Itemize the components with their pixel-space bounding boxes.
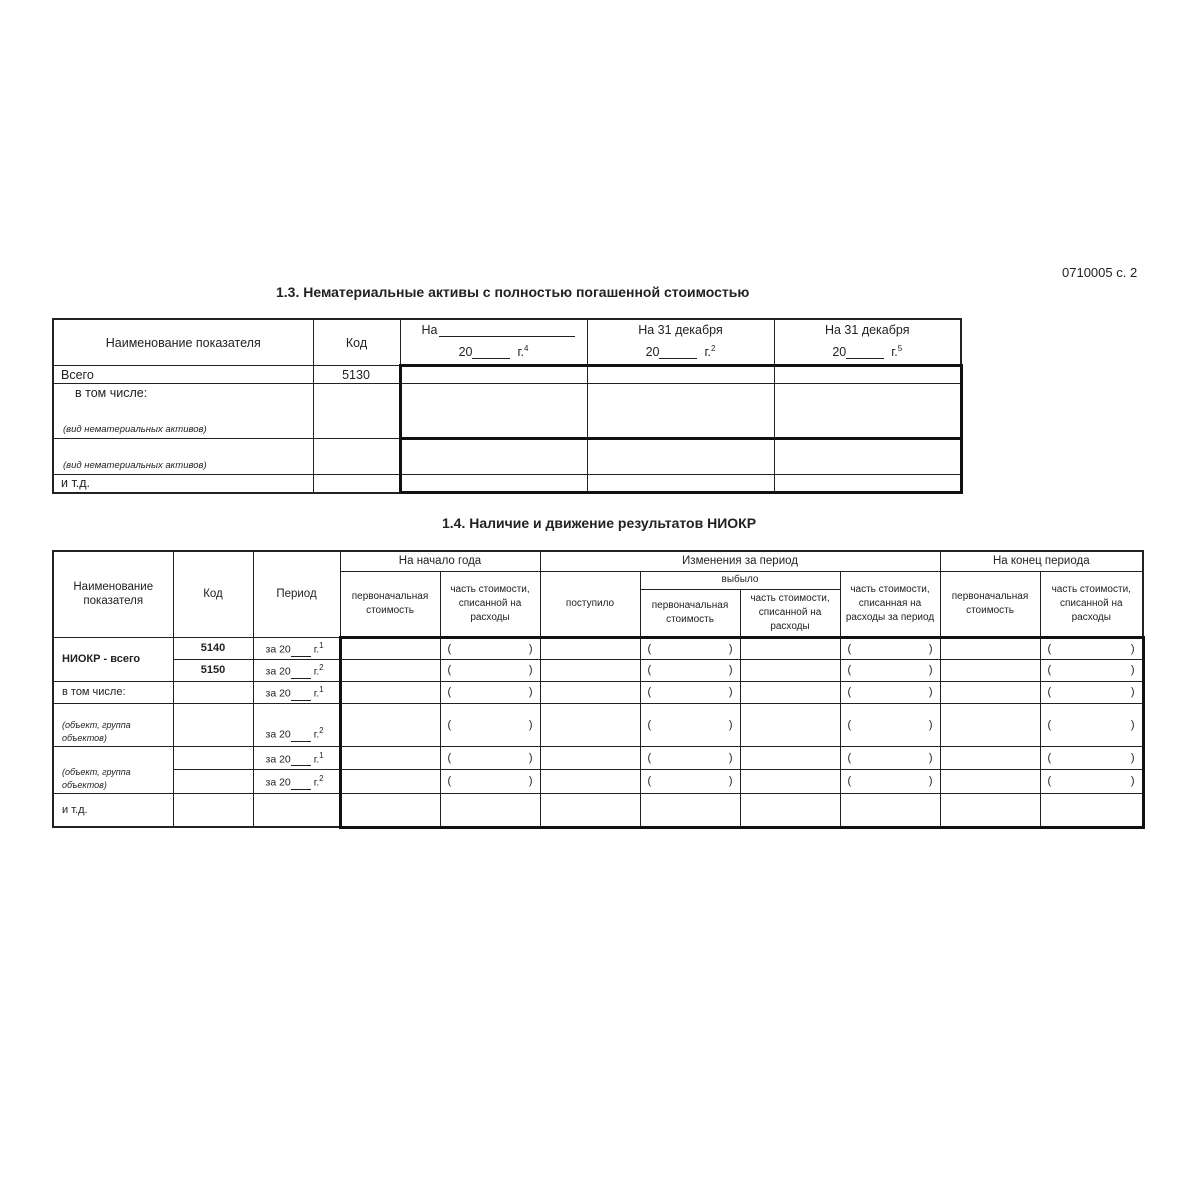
paren-close: ) [528,751,533,764]
header-col2 [587,319,774,366]
data-cell[interactable] [540,793,640,827]
code-cell[interactable] [313,475,400,493]
paren-open: ( [647,775,652,787]
row-total-label: НИОКР - всего [53,637,173,681]
paren-cell[interactable] [840,637,940,659]
header-period: Период [253,551,340,637]
data-cell[interactable] [740,681,840,703]
col2-suffix: г. [704,345,711,360]
kind-note: (вид нематериальных активов) [63,424,207,435]
year-blank[interactable] [291,668,311,679]
col2-year: 20 [645,345,660,360]
code-cell[interactable] [173,769,253,793]
paren-close: ) [928,775,933,787]
period-cell [253,659,340,681]
data-cell[interactable] [587,475,774,493]
table-14 [52,550,1145,829]
paren-cell[interactable] [1040,703,1143,746]
paren-cell[interactable] [1040,637,1143,659]
period-prefix: за 20 [265,643,291,656]
paren-open: ( [1047,686,1052,698]
data-cell[interactable] [587,384,774,439]
paren-cell[interactable] [440,769,540,793]
data-cell[interactable] [400,384,587,439]
data-cell[interactable] [840,793,940,827]
col1-year: 20 [458,345,473,360]
code-cell[interactable] [313,384,400,439]
header-retired-group: выбыло [640,571,840,589]
paren-cell[interactable] [840,681,940,703]
period-sup: 2 [319,774,324,784]
data-cell[interactable] [774,384,961,439]
paren-cell[interactable] [640,659,740,681]
row-incl-label: в том числе: [53,681,173,703]
period-suffix: г. [313,687,320,700]
paren-cell[interactable] [640,637,740,659]
period-prefix: за 20 [265,776,291,789]
paren-open: ( [1047,775,1052,787]
col3-suffix: г. [891,345,898,360]
paren-close: ) [928,686,933,698]
header-initial-cost: первоначальная стоимость [340,571,440,637]
paren-close: ) [528,718,533,731]
paren-close: ) [928,718,933,731]
data-cell[interactable] [740,637,840,659]
paren-open: ( [847,686,852,698]
code-cell[interactable] [173,793,253,827]
period-cell[interactable] [253,793,340,827]
paren-cell[interactable] [1040,769,1143,793]
period-sup: 1 [319,641,324,651]
paren-close: ) [1130,718,1135,731]
data-cell[interactable] [340,769,440,793]
code-cell[interactable] [173,746,253,769]
paren-cell[interactable] [840,746,940,769]
header-name: Наименование показателя [53,551,173,637]
paren-cell[interactable] [840,659,940,681]
data-cell[interactable] [940,703,1040,746]
paren-close: ) [1130,642,1135,655]
data-cell[interactable] [640,793,740,827]
data-cell[interactable] [587,439,774,475]
paren-cell[interactable] [440,681,540,703]
year-blank[interactable] [659,346,697,359]
paren-cell[interactable] [1040,659,1143,681]
paren-open: ( [647,664,652,676]
data-cell[interactable] [774,439,961,475]
header-received: поступило [540,571,640,637]
form-code: 0710005 с. 2 [1062,265,1138,280]
period-suffix: г. [313,753,320,766]
data-cell[interactable] [774,475,961,493]
paren-open: ( [447,686,452,698]
data-cell[interactable] [540,769,640,793]
data-cell[interactable] [540,637,640,659]
year-blank[interactable] [291,731,311,742]
period-cell [253,746,340,769]
data-cell[interactable] [540,681,640,703]
row-object-2 [53,746,173,793]
section-14-title: 1.4. Наличие и движение результатов НИОКР [442,515,757,531]
paren-open: ( [847,775,852,787]
data-cell[interactable] [340,746,440,769]
paren-open: ( [847,642,852,655]
data-cell[interactable] [740,793,840,827]
paren-cell[interactable] [840,769,940,793]
data-cell[interactable] [940,659,1040,681]
data-cell[interactable] [340,637,440,659]
row-etc-label: и т.д. [53,475,313,493]
header-name: Наименование показателя [53,319,313,366]
header-end-initial: первоначальная стоимость [940,571,1040,637]
data-cell[interactable] [740,746,840,769]
header-col3 [774,319,961,366]
data-cell[interactable] [587,366,774,384]
header-start-group: На начало года [340,551,540,571]
code-cell[interactable] [173,703,253,746]
row-object-1 [53,703,173,746]
data-cell[interactable] [1040,793,1143,827]
paren-close: ) [728,718,733,731]
paren-cell[interactable] [440,746,540,769]
header-retired-written-off: часть стоимости, списанной на расходы [740,589,840,637]
paren-cell[interactable] [840,703,940,746]
paren-open: ( [847,718,852,731]
period-sup: 2 [319,663,324,673]
row-kind-2 [53,439,313,475]
paren-close: ) [528,686,533,698]
row-code: 5150 [173,659,253,681]
object-note: (объект, группа объектов) [62,719,131,743]
period-cell [253,637,340,659]
paren-open: ( [1047,751,1052,764]
paren-open: ( [647,686,652,698]
paren-open: ( [447,751,452,764]
date-blank[interactable] [439,324,575,337]
year-blank[interactable] [472,346,510,359]
paren-close: ) [728,642,733,655]
row-total-code: 5130 [313,366,400,384]
col2-line: На 31 декабря [638,323,723,337]
col3-year: 20 [832,345,847,360]
paren-cell[interactable] [640,703,740,746]
paren-open: ( [447,664,452,676]
paren-cell[interactable] [440,637,540,659]
paren-cell[interactable] [440,703,540,746]
col3-line: На 31 декабря [824,323,910,337]
period-sup: 2 [319,726,324,735]
paren-cell[interactable] [640,746,740,769]
paren-cell[interactable] [640,681,740,703]
period-prefix: за 20 [265,728,291,741]
paren-cell[interactable] [440,659,540,681]
paren-close: ) [928,751,933,764]
period-suffix: г. [313,643,320,656]
header-period-written-off: часть стоимости, списанная на расходы за период [840,571,940,637]
data-cell[interactable] [340,703,440,746]
period-prefix: за 20 [265,753,291,766]
paren-open: ( [447,642,452,655]
paren-close: ) [528,642,533,655]
col1-sup: 4 [523,344,529,353]
data-cell[interactable] [940,793,1040,827]
paren-open: ( [647,642,652,655]
period-sup: 1 [319,750,324,760]
paren-close: ) [528,775,533,787]
paren-open: ( [647,751,652,764]
period-prefix: за 20 [265,687,291,700]
data-cell[interactable] [940,681,1040,703]
period-suffix: г. [313,665,320,678]
paren-close: ) [1130,751,1135,764]
col2-sup: 2 [710,344,716,353]
data-cell[interactable] [400,475,587,493]
period-prefix: за 20 [265,665,291,678]
data-cell[interactable] [340,793,440,827]
paren-open: ( [647,718,652,731]
paren-cell[interactable] [1040,681,1143,703]
paren-close: ) [1130,775,1135,787]
row-incl [53,384,313,439]
paren-open: ( [847,751,852,764]
col1-suffix: г. [517,345,524,360]
paren-close: ) [728,751,733,764]
col3-sup: 5 [897,344,903,353]
paren-cell[interactable] [640,769,740,793]
data-cell[interactable] [400,439,587,475]
data-cell[interactable] [740,659,840,681]
data-cell[interactable] [540,703,640,746]
period-suffix: г. [313,728,320,741]
header-changes-group: Изменения за период [540,551,940,571]
table-13 [52,318,963,494]
code-cell[interactable] [313,439,400,475]
incl-label: в том числе: [75,386,148,400]
col1-prefix: На [421,323,438,337]
paren-close: ) [728,664,733,676]
data-cell[interactable] [940,746,1040,769]
paren-close: ) [928,642,933,655]
paren-close: ) [728,686,733,698]
header-retired-initial: первоначальная стоимость [640,589,740,637]
period-cell [253,769,340,793]
row-etc-label: и т.д. [53,793,173,827]
data-cell[interactable] [740,769,840,793]
data-cell[interactable] [940,637,1040,659]
data-cell[interactable] [540,659,640,681]
data-cell[interactable] [540,746,640,769]
paren-close: ) [1130,664,1135,676]
data-cell[interactable] [440,793,540,827]
paren-close: ) [928,664,933,676]
paren-close: ) [1130,686,1135,698]
year-blank[interactable] [291,690,311,701]
header-written-off: часть стоимости, списанной на расходы [440,571,540,637]
period-suffix: г. [313,776,320,789]
paren-open: ( [447,718,452,731]
header-code: Код [173,551,253,637]
paren-open: ( [1047,718,1052,731]
code-cell[interactable] [173,681,253,703]
paren-open: ( [1047,664,1052,676]
paren-close: ) [528,664,533,676]
paren-open: ( [447,775,452,787]
data-cell[interactable] [774,366,961,384]
data-cell[interactable] [740,703,840,746]
period-sup: 1 [319,685,324,695]
object-note: (объект, группа объектов) [62,766,131,790]
period-cell [253,703,340,746]
paren-open: ( [1047,642,1052,655]
year-blank[interactable] [291,646,311,657]
year-blank[interactable] [291,755,311,766]
paren-close: ) [728,775,733,787]
header-end-written-off: часть стоимости, списанной на расходы [1040,571,1143,637]
data-cell[interactable] [340,659,440,681]
kind-note: (вид нематериальных активов) [63,460,207,471]
data-cell[interactable] [940,769,1040,793]
row-code: 5140 [173,637,253,659]
year-blank[interactable] [291,779,311,790]
data-cell[interactable] [340,681,440,703]
header-end-group: На конец периода [940,551,1143,571]
row-total-label: Всего [53,366,313,384]
paren-cell[interactable] [1040,746,1143,769]
paren-open: ( [847,664,852,676]
data-cell[interactable] [400,366,587,384]
year-blank[interactable] [846,346,884,359]
header-code: Код [313,319,400,366]
section-13-title: 1.3. Нематериальные активы с полностью погашенной стоимостью [276,284,750,300]
header-col1 [400,319,587,366]
period-cell [253,681,340,703]
